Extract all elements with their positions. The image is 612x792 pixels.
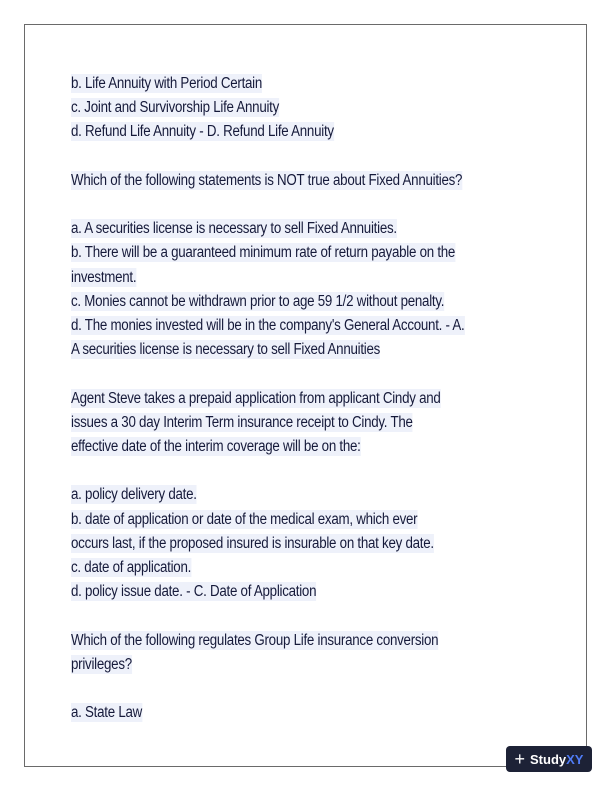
- studyxy-logo-badge[interactable]: [506, 746, 592, 772]
- question-line: privileges?: [71, 655, 132, 673]
- text-line: b. Life Annuity with Period Certain: [71, 75, 263, 92]
- question-block: [71, 387, 553, 460]
- option-line: d. The monies invested will be in the company's General Account. - A.: [71, 317, 465, 334]
- option-line: a. A securities license is necessary to sell Fixed Annuities.: [71, 220, 397, 238]
- question-block: [71, 629, 553, 677]
- brand-name: StudyXY: [530, 751, 584, 767]
- option-line: d. policy issue date. - C. Date of Application: [71, 583, 317, 601]
- option-line: a. State Law: [71, 704, 143, 722]
- answer-options-block: [71, 217, 553, 362]
- question-line: Which of the following statements is NOT true about Fixed Annuities?: [71, 171, 463, 189]
- document-content: [71, 72, 553, 725]
- option-line: c. Monies cannot be withdrawn prior to age 59 1/2 without penalty.: [71, 292, 445, 310]
- text-block: [71, 72, 553, 145]
- text-line: c. Joint and Survivorship Life Annuity: [71, 99, 280, 117]
- option-line: c. date of application.: [71, 559, 192, 576]
- answer-options-block: [71, 701, 553, 725]
- option-line: investment.: [71, 268, 137, 286]
- option-line: A securities license is necessary to sell Fixed Annuities: [71, 341, 381, 359]
- question-block: [71, 169, 553, 193]
- text-line: d. Refund Life Annuity - D. Refund Life Annuity: [71, 123, 334, 141]
- answer-options-block: [71, 483, 553, 604]
- question-line: effective date of the interim coverage will be on the:: [71, 438, 361, 455]
- option-line: b. date of application or date of the medical exam, which ever: [71, 510, 418, 528]
- option-line: occurs last, if the proposed insured is insurable on that key date.: [71, 534, 434, 552]
- question-line: Which of the following regulates Group Life insurance conversion: [71, 631, 439, 649]
- question-line: Agent Steve takes a prepaid application from applicant Cindy and: [71, 389, 441, 407]
- question-line: issues a 30 day Interim Term insurance receipt to Cindy. The: [71, 413, 413, 431]
- plus-icon: +: [514, 749, 526, 769]
- option-line: b. There will be a guaranteed minimum rate of return payable on the: [71, 244, 456, 262]
- option-line: a. policy delivery date.: [71, 486, 197, 504]
